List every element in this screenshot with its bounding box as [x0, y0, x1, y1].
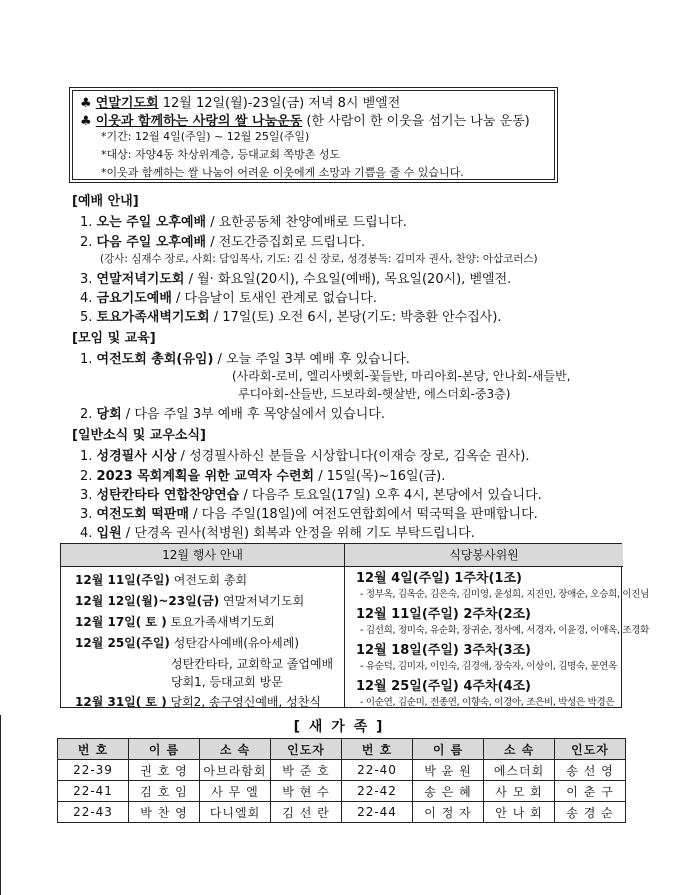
cell: 22-39: [58, 760, 129, 781]
page-edge-line: [0, 715, 1, 895]
col-name: 이 름: [413, 739, 484, 760]
event-item: 12월 12일(월)~23일(금) 연말저녁기도회: [75, 594, 305, 608]
volunteer-week-title: 12월 11일(주일) 2주차(2조): [356, 607, 531, 622]
event-item: 12월 31일( 토 ) 당회2, 송구영신예배, 성찬식: [75, 695, 321, 709]
cell: 송 은 혜: [413, 781, 484, 802]
table-row: [58, 802, 626, 823]
club-icon: ♣: [80, 114, 92, 129]
volunteer-names: - 정부옥, 김옥순, 김은숙, 김미영, 윤성희, 지진인, 장애순, 오승희, 이진님: [360, 589, 650, 600]
event-item: 12월 25일(주일) 성탄감사예배(유아세례): [75, 636, 300, 650]
meeting-item: 2. 당회 / 다음 주일 3부 예배 후 목양실에서 있습니다.: [80, 407, 385, 422]
cell: 김 선 란: [271, 802, 342, 823]
cell: 아브라함회: [200, 760, 271, 781]
col-name: 이 름: [129, 739, 200, 760]
event-item: 당회1, 등대교회 방문: [171, 675, 283, 689]
col-group: 소 속: [200, 739, 271, 760]
col-guide: 인도자: [271, 739, 342, 760]
general-heading: [일반소식 및 교우소식]: [72, 428, 206, 443]
cell: 에스더회: [484, 760, 555, 781]
cell: 22-44: [342, 802, 413, 823]
cell: 김 호 임: [129, 781, 200, 802]
volunteer-names: - 이순연, 김순미, 전종연, 이향숙, 이경아, 조은비, 박성은 박경은: [360, 697, 615, 708]
cell: 사 모 회: [484, 781, 555, 802]
cell: 안 나 회: [484, 802, 555, 823]
event-item: 성탄칸타타, 교회학교 졸업예배: [171, 657, 334, 671]
general-item: 4. 입원 / 단경옥 권사(척병원) 회복과 안정을 위해 기도 부탁드립니다.: [80, 526, 475, 541]
notice-target: *대상: 자양4동 차상위계층, 등대교회 쪽방촌 성도: [101, 148, 341, 161]
cell: 박 찬 영: [129, 802, 200, 823]
worship-item: 1. 오는 주일 오후예배 / 요한공동체 찬양예배로 드립니다.: [80, 215, 407, 230]
table-row: [58, 760, 626, 781]
worship-item: 5. 토요가족새벽기도회 / 17일(토) 오전 6시, 본당(기도: 박충환 안수집사).: [80, 310, 502, 325]
event-item: 12월 17일( 토 ) 토요가족새벽기도회: [75, 615, 275, 629]
notice-title-rice: 이웃과 함께하는 사랑의 쌀 나눔운동: [95, 114, 303, 129]
notice-line-2: [80, 110, 530, 129]
notice-text-rice: (한 사람이 한 이웃을 섬기는 나눔 운동): [302, 114, 530, 129]
meeting-heading: [모임 및 교육]: [72, 331, 156, 346]
cell: 사 무 엘: [200, 781, 271, 802]
worship-sub: (강사: 심재수 장로, 사회: 담임목사, 기도: 김 신 장로, 성경봉독: 김미자 권사, 찬양: 아삽코러스): [100, 253, 538, 265]
cell: 송 선 영: [555, 760, 626, 781]
cell: 이 정 자: [413, 802, 484, 823]
cell: 22-40: [342, 760, 413, 781]
new-family-table: [57, 738, 626, 823]
cell: 22-43: [58, 802, 129, 823]
volunteer-week-title: 12월 4일(주일) 1주차(1조): [356, 571, 522, 586]
cell: 다니엘회: [200, 802, 271, 823]
col-group: 소 속: [484, 739, 555, 760]
notice-title-prayer: 연말기도회: [95, 96, 159, 111]
notice-period: *기간: 12월 4일(주일) ~ 12월 25일(주일): [101, 130, 310, 143]
cell: 이 춘 구: [555, 781, 626, 802]
table-header-row: [58, 739, 626, 760]
general-item: 1. 성경필사 시상 / 성경필사하신 분들을 시상합니다(이재승 장로, 김옥순 권사).: [80, 449, 530, 464]
event-item: 12월 11일(주일) 여전도회 총회: [75, 573, 248, 587]
club-icon: ♣: [80, 96, 92, 111]
volunteer-week-title: 12월 25일(주일) 4주차(4조): [356, 679, 531, 694]
events-left-heading: 12월 행사 안내: [61, 544, 344, 567]
cell: 권 호 영: [129, 760, 200, 781]
col-number: 번 호: [342, 739, 413, 760]
cell: 송 경 순: [555, 802, 626, 823]
meeting-sub: (사라회-로비, 엘리사벳회-꽃들반, 마리아회-본당, 안나회-새들반,: [232, 369, 571, 383]
volunteer-week-title: 12월 18일(주일) 3주차(3조): [356, 643, 531, 658]
worship-item: 3. 연말저녁기도회 / 월· 화요일(20시), 수요일(예배), 목요일(20시), 벧엘전.: [80, 272, 512, 287]
worship-heading: [예배 안내]: [72, 194, 139, 209]
col-guide: 인도자: [555, 739, 626, 760]
col-number: 번 호: [58, 739, 129, 760]
notice-line-1: [80, 92, 400, 111]
cell: 박 윤 원: [413, 760, 484, 781]
volunteer-names: - 김선희, 정미숙, 유순화, 장귀순, 정사예, 서경자, 이윤경, 이애옥, 조경화: [360, 625, 650, 636]
meeting-sub: 루디아회-산들반, 드보라회-햇살반, 에스더회-중3층): [238, 387, 511, 401]
volunteer-names: - 유순덕, 김미자, 이인숙, 김경애, 장숙자, 이상이, 김명숙, 문연옥: [360, 661, 617, 672]
table-row: [58, 781, 626, 802]
events-divider: [344, 544, 345, 707]
events-right-heading: 식당봉사위원: [345, 544, 623, 567]
cell: 22-42: [342, 781, 413, 802]
worship-item: 2. 다음 주일 오후예배 / 전도간증집회로 드립니다.: [80, 235, 366, 250]
notice-text-prayer: 12월 12일(월)-23일(금) 저녁 8시 벧엘전: [158, 96, 401, 111]
meeting-item: 1. 여전도회 총회(유임) / 오늘 주일 3부 예배 후 있습니다.: [80, 352, 410, 367]
cell: 박 준 호: [271, 760, 342, 781]
cell: 박 현 수: [271, 781, 342, 802]
worship-item: 4. 금요기도예배 / 다음날이 토새인 관계로 없습니다.: [80, 291, 377, 306]
notice-desc: *이웃과 함께하는 쌀 나눔이 어려운 이웃에게 소망과 기쁨을 줄 수 있습니다.: [101, 166, 464, 179]
general-item: 3. 성탄칸타타 연합찬양연습 / 다음주 토요일(17일) 오후 4시, 본당에서 있습니다.: [80, 488, 542, 503]
cell: 22-41: [58, 781, 129, 802]
new-family-title: [ 새 가 족 ]: [293, 719, 385, 735]
general-item: 3. 여전도회 떡판매 / 다음 주일(18일)에 여전도연합회에서 떡국떡을 판매합니다.: [80, 507, 538, 522]
general-item: 2. 2023 목회계획을 위한 교역자 수련회 / 15일(목)~16일(금).: [80, 469, 446, 484]
